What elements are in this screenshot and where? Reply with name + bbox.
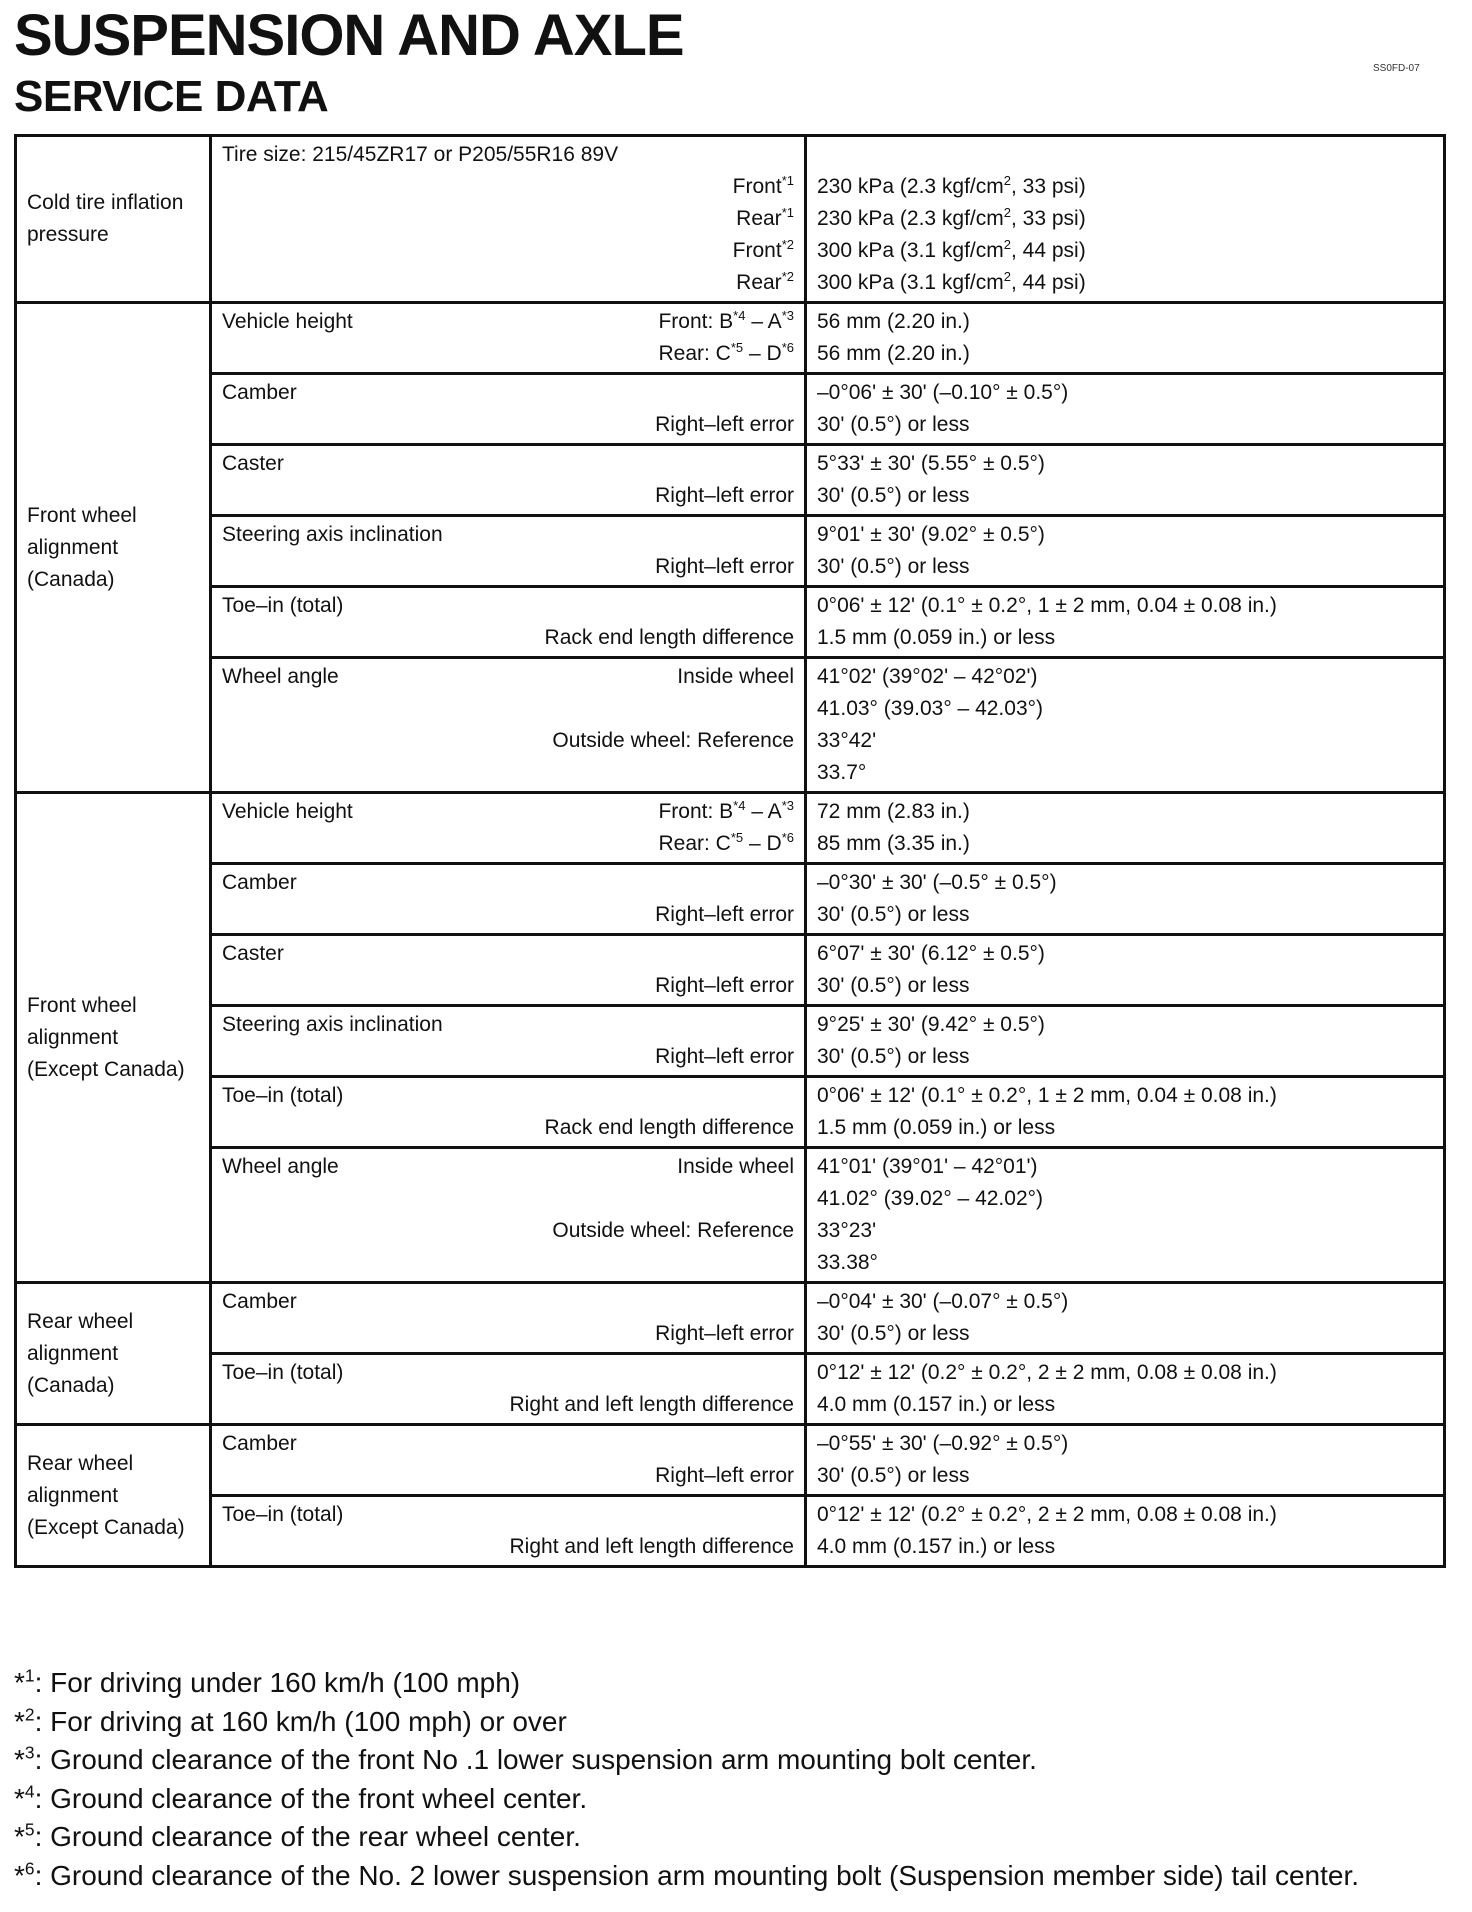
table-row	[16, 1283, 1445, 1354]
toe-in-values: 0°12' ± 12' (0.2° ± 0.2°, 2 ± 2 mm, 0.08 ± 0.08 in.) 4.0 mm (0.157 in.) or less	[806, 1354, 1445, 1425]
caster-values: 5°33' ± 30' (5.55° ± 0.5°) 30' (0.5°) or less	[806, 445, 1445, 516]
group-label-rear-except-canada: Rear wheel alignment (Except Canada)	[16, 1425, 211, 1567]
vehicle-height-cell: Vehicle height Front: $B^{*4} - A^{*3}$ Rear: $C^{*5} - D^{*6}$	[211, 303, 806, 374]
toe-in-cell: Toe–in (total) Right and left length difference	[211, 1354, 806, 1425]
caster-cell: Caster Right–left error	[211, 935, 806, 1006]
camber-cell: Camber Right–left error	[211, 864, 806, 935]
table-row	[16, 1077, 1445, 1148]
table-row	[16, 1425, 1445, 1496]
footnote-2: *$^2$: For driving at 160 km/h (100 mph) or over	[14, 1704, 567, 1737]
caster-cell: Caster Right–left error	[211, 445, 806, 516]
tire-size-cell	[211, 136, 806, 303]
table-row	[16, 1006, 1445, 1077]
caster-values: 6°07' ± 30' (6.12° ± 0.5°) 30' (0.5°) or less	[806, 935, 1445, 1006]
document-code: SS0FD-07	[1373, 63, 1420, 74]
toe-in-cell: Toe–in (total) Rack end length difference	[211, 587, 806, 658]
vehicle-height-values: 72 mm (2.83 in.) 85 mm (3.35 in.)	[806, 793, 1445, 864]
steering-axis-cell: Steering axis inclination Right–left error	[211, 1006, 806, 1077]
camber-values: –0°04' ± 30' (–0.07° ± 0.5°) 30' (0.5°) or less	[806, 1283, 1445, 1354]
table-row	[16, 374, 1445, 445]
tire-front-1: Front$^{*1}$	[732, 173, 794, 198]
footnotes	[14, 1664, 1454, 1895]
camber-values: –0°06' ± 30' (–0.10° ± 0.5°) 30' (0.5°) or less	[806, 374, 1445, 445]
footnote-1: *$^1$: For driving under 160 km/h (100 mph)	[14, 1665, 521, 1698]
table-row	[16, 516, 1445, 587]
tire-value: 230 kPa (2.3 kgf/$cm^2$, 33 psi)	[817, 173, 1086, 198]
steering-axis-values: 9°25' ± 30' (9.42° ± 0.5°) 30' (0.5°) or less	[806, 1006, 1445, 1077]
footnote-5: *$^5$: Ground clearance of the rear wheel center.	[14, 1819, 581, 1852]
table-row	[16, 793, 1445, 864]
steering-axis-cell: Steering axis inclination Right–left error	[211, 516, 806, 587]
tire-rear-2: Rear$^{*2}$	[736, 269, 794, 294]
toe-in-values: 0°12' ± 12' (0.2° ± 0.2°, 2 ± 2 mm, 0.08 ± 0.08 in.) 4.0 mm (0.157 in.) or less	[806, 1496, 1445, 1567]
vehicle-height-cell: Vehicle height Front: $B^{*4} - A^{*3}$ Rear: $C^{*5} - D^{*6}$	[211, 793, 806, 864]
table-row	[16, 445, 1445, 516]
service-data-table	[14, 134, 1446, 1568]
vehicle-height-values: 56 mm (2.20 in.) 56 mm (2.20 in.)	[806, 303, 1445, 374]
camber-cell: Camber Right–left error	[211, 374, 806, 445]
footnote-4: *$^4$: Ground clearance of the front wheel center.	[14, 1781, 588, 1814]
table-row	[16, 935, 1445, 1006]
wheel-angle-values: 41°02' (39°02' – 42°02') 41.03° (39.03° – 42.03°) 33°42' 33.7°	[806, 658, 1445, 793]
table-row	[16, 587, 1445, 658]
group-label-rear-canada: Rear wheel alignment (Canada)	[16, 1283, 211, 1425]
tire-rear-1: Rear$^{*1}$	[736, 205, 794, 230]
tire-value: 230 kPa (2.3 kgf/$cm^2$, 33 psi)	[817, 205, 1086, 230]
toe-in-cell: Toe–in (total) Rack end length difference	[211, 1077, 806, 1148]
table-row	[16, 1148, 1445, 1283]
page-title: SUSPENSION AND AXLE	[14, 3, 684, 68]
wheel-angle-values: 41°01' (39°01' – 42°01') 41.02° (39.02° – 42.02°) 33°23' 33.38°	[806, 1148, 1445, 1283]
group-label-front-canada: Front wheel alignment (Canada)	[16, 303, 211, 793]
tire-value: 300 kPa (3.1 kgf/$cm^2$, 44 psi)	[817, 237, 1086, 262]
camber-cell: Camber Right–left error	[211, 1425, 806, 1496]
tire-value: 300 kPa (3.1 kgf/$cm^2$, 44 psi)	[817, 269, 1086, 294]
wheel-angle-cell: Wheel angle Inside wheel Outside wheel: Reference	[211, 1148, 806, 1283]
toe-in-cell: Toe–in (total) Right and left length difference	[211, 1496, 806, 1567]
footnote-3: *$^3$: Ground clearance of the front No .1 lower suspension arm mounting bolt center.	[14, 1742, 1037, 1775]
tire-front-2: Front$^{*2}$	[732, 237, 794, 262]
table-row	[16, 658, 1445, 793]
footnote-6: *$^6$: Ground clearance of the No. 2 lower suspension arm mounting bolt (Suspension member side) tail center.	[14, 1858, 1360, 1891]
camber-cell: Camber Right–left error	[211, 1283, 806, 1354]
table-row	[16, 303, 1445, 374]
table-row	[16, 864, 1445, 935]
table-row	[16, 1496, 1445, 1567]
tire-size: Tire size: 215/45ZR17 or P205/55R16 89V	[222, 143, 619, 166]
group-label-tire: Cold tire inflation pressure	[16, 136, 211, 303]
group-label-front-except-canada: Front wheel alignment (Except Canada)	[16, 793, 211, 1283]
camber-values: –0°55' ± 30' (–0.92° ± 0.5°) 30' (0.5°) or less	[806, 1425, 1445, 1496]
tire-values-cell	[806, 136, 1445, 303]
steering-axis-values: 9°01' ± 30' (9.02° ± 0.5°) 30' (0.5°) or less	[806, 516, 1445, 587]
wheel-angle-cell: Wheel angle Inside wheel Outside wheel: Reference	[211, 658, 806, 793]
toe-in-values: 0°06' ± 12' (0.1° ± 0.2°, 1 ± 2 mm, 0.04 ± 0.08 in.) 1.5 mm (0.059 in.) or less	[806, 1077, 1445, 1148]
camber-values: –0°30' ± 30' (–0.5° ± 0.5°) 30' (0.5°) or less	[806, 864, 1445, 935]
table-row	[16, 1354, 1445, 1425]
section-title: SERVICE DATA	[14, 72, 329, 121]
tire-pressure-row	[16, 136, 1445, 303]
toe-in-values: 0°06' ± 12' (0.1° ± 0.2°, 1 ± 2 mm, 0.04 ± 0.08 in.) 1.5 mm (0.059 in.) or less	[806, 587, 1445, 658]
